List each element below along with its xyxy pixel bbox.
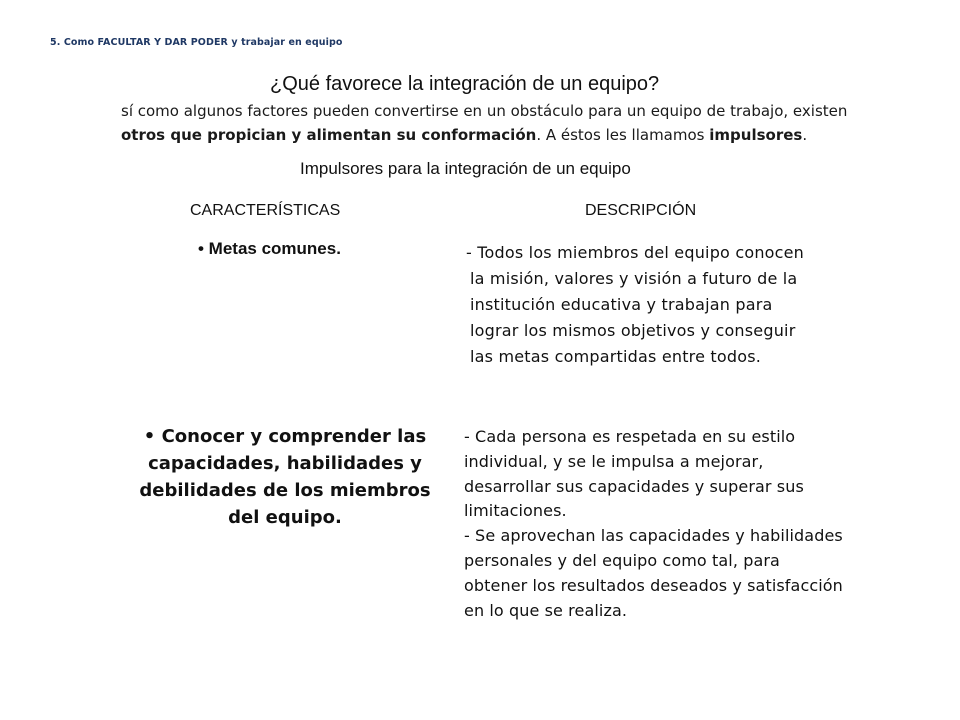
description-line: individual, y se le impulsa a mejorar,: [464, 451, 764, 471]
intro-bold-1: otros que propician y alimentan su conformación: [121, 126, 537, 144]
description-line: en lo que se realiza.: [464, 600, 628, 620]
page-title: ¿Qué favorece la integración de un equipo?: [270, 73, 660, 95]
column-header-characteristics: CARACTERÍSTICAS: [190, 202, 341, 219]
description-line: - Cada persona es respetada en su estilo: [464, 427, 796, 446]
intro-text-2: . A éstos les llamamos: [536, 126, 710, 144]
description-common-goals: [466, 240, 866, 370]
description-line: - Todos los miembros del equipo conocen: [466, 243, 805, 262]
table-title: Impulsores para la integración de un equipo: [300, 159, 631, 178]
description-line: personales y del equipo como tal, para: [464, 550, 780, 570]
characteristic-know-capacities: • Conocer y comprender las capacidades, habilidades y debilidades de los miembros del equipo.: [139, 426, 431, 528]
description-line: - Se aprovechan las capacidades y habilidades: [464, 526, 843, 546]
description-line: la misión, valores y visión a futuro de la: [470, 269, 798, 288]
intro-text-1: sí como algunos factores pueden convertirse en un obstáculo para un equipo de trabajo, existen: [121, 102, 848, 120]
description-line: institución educativa y trabajan para: [470, 295, 773, 314]
intro-bold-2: impulsores: [709, 126, 803, 144]
description-line: obtener los resultados deseados y satisfacción: [464, 575, 843, 595]
section-label: 5. Como FACULTAR Y DAR PODER y trabajar en equipo: [50, 37, 343, 48]
description-line: desarrollar sus capacidades y superar sus: [464, 476, 804, 496]
intro-text-3: .: [802, 126, 808, 144]
column-header-description: DESCRIPCIÓN: [585, 202, 697, 219]
description-know-capacities: [464, 425, 884, 623]
description-line: limitaciones.: [464, 501, 567, 521]
description-line: lograr los mismos objetivos y conseguir: [470, 321, 796, 340]
characteristic-common-goals: • Metas comunes.: [198, 239, 341, 258]
description-line: las metas compartidas entre todos.: [470, 347, 762, 366]
intro-paragraph: [121, 99, 861, 147]
